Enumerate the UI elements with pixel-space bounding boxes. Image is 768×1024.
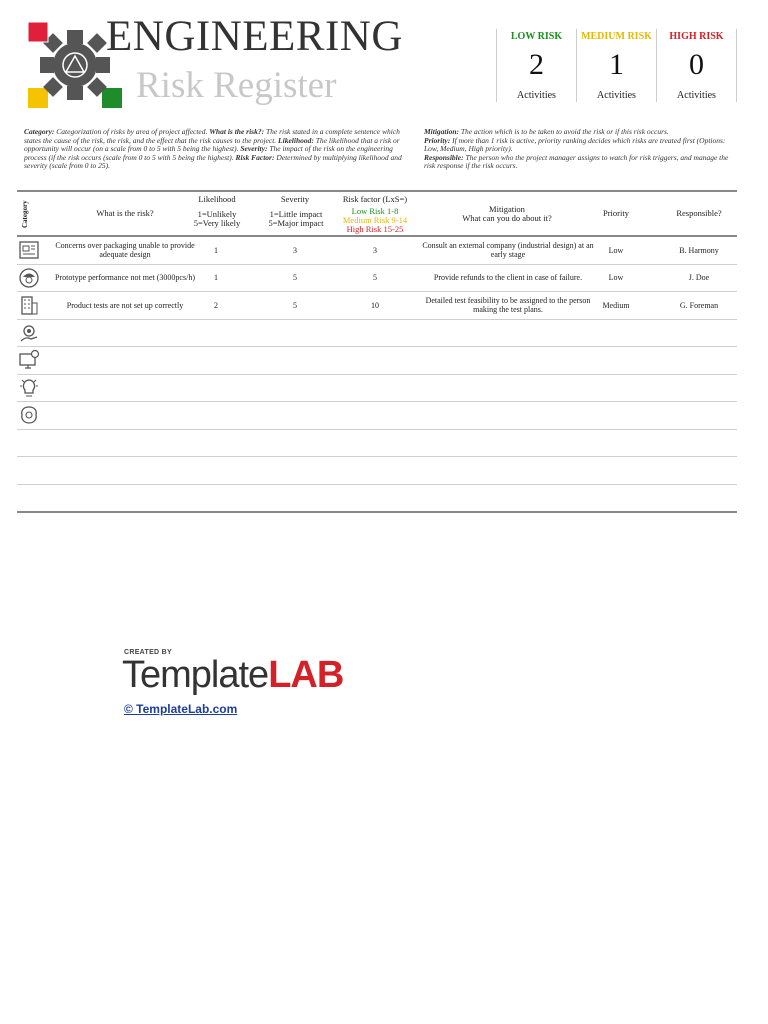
cell-risk[interactable] <box>45 347 205 374</box>
cell-responsible[interactable]: G. Foreman <box>679 300 719 310</box>
row-icon-cell <box>17 292 41 319</box>
cell-risk-factor <box>352 430 398 457</box>
cell-priority[interactable] <box>595 375 637 402</box>
cell-likelihood[interactable] <box>193 430 239 457</box>
text-category: Categorization of risks by area of project affected. <box>54 127 210 136</box>
row-icon-cell <box>17 375 41 402</box>
cell-priority[interactable] <box>595 485 637 512</box>
table-row <box>17 237 737 265</box>
cell-likelihood[interactable] <box>193 457 239 484</box>
cell-mitigation[interactable]: Provide refunds to the client in case of failure. <box>433 273 583 283</box>
table-row <box>17 320 737 348</box>
cell-priority[interactable]: Medium <box>602 300 630 310</box>
cell-risk-factor <box>352 402 398 429</box>
table-row <box>17 430 737 458</box>
cell-severity[interactable]: 5 <box>293 300 297 310</box>
header-category: Category <box>21 200 29 228</box>
cell-mitigation[interactable]: Detailed test feasibility to be assigned to the person making the test plans. <box>425 296 591 315</box>
term-mitigation: Mitigation: <box>424 127 460 136</box>
table-row <box>17 457 737 485</box>
text-what: The risk stated in a complete sentence which states the cause of the risk, the risk, and the effect that the risk causes to the project. <box>24 127 400 145</box>
blueprint-icon <box>18 239 40 261</box>
row-icon-cell <box>17 457 41 484</box>
summary-label: HIGH RISK <box>669 31 724 42</box>
cell-responsible[interactable] <box>663 402 735 429</box>
cell-risk[interactable]: Concerns over packaging unable to provide adequate design <box>55 241 195 260</box>
table-row <box>17 375 737 403</box>
cell-severity[interactable]: 3 <box>293 245 297 255</box>
header-factor-high: High Risk 15-25 <box>346 224 404 234</box>
summary-high-risk <box>657 29 737 102</box>
table-row <box>17 347 737 375</box>
cell-severity[interactable] <box>272 402 318 429</box>
description-right <box>424 128 740 171</box>
term-severity: Severity: <box>240 144 268 154</box>
page-subtitle: Risk Register <box>136 65 337 106</box>
row-icon-cell <box>17 347 41 374</box>
header-likelihood-1: 1=Unlikely <box>197 209 237 219</box>
cell-responsible[interactable] <box>663 430 735 457</box>
summary-unit: Activities <box>677 90 716 101</box>
row-icon-cell <box>17 430 41 457</box>
cell-risk[interactable]: Product tests are not set up correctly <box>66 300 184 310</box>
engineer-icon <box>18 267 40 289</box>
term-what: What is the risk?: <box>209 127 265 136</box>
gear-hand-icon <box>18 322 40 344</box>
cell-mitigation[interactable] <box>415 457 601 484</box>
risk-table <box>17 190 737 513</box>
cell-risk[interactable] <box>45 320 205 347</box>
row-icon-cell <box>17 402 41 429</box>
header-priority: Priority <box>603 208 629 218</box>
header-factor-low: Low Risk 1-8 <box>351 206 399 216</box>
cell-priority[interactable]: Low <box>608 273 624 283</box>
row-icon-cell <box>17 265 41 292</box>
brain-gear-icon <box>18 404 40 426</box>
cell-priority[interactable]: Low <box>608 245 624 255</box>
table-header <box>17 192 737 237</box>
header-severity: Severity <box>280 194 310 204</box>
cell-risk-factor <box>352 375 398 402</box>
cell-likelihood[interactable] <box>193 485 239 512</box>
cell-likelihood[interactable]: 1 <box>214 273 218 283</box>
page-title: ENGINEERING <box>106 13 403 60</box>
cell-severity[interactable] <box>272 457 318 484</box>
term-likelihood: Likelihood: <box>278 135 314 145</box>
cell-mitigation[interactable] <box>415 375 601 402</box>
summary-count: 1 <box>609 48 624 81</box>
cell-priority[interactable] <box>595 430 637 457</box>
cell-likelihood[interactable] <box>193 402 239 429</box>
cell-risk[interactable] <box>45 485 205 512</box>
brand-part-b: LAB <box>268 654 344 696</box>
cell-risk-factor <box>352 457 398 484</box>
text-mitigation: The action which is to be taken to avoid the risk or if this risk occurs. <box>459 127 669 136</box>
term-factor: Risk Factor: <box>235 152 275 162</box>
cell-likelihood[interactable] <box>193 320 239 347</box>
cell-risk[interactable]: Prototype performance not met (3000pcs/h) <box>55 273 195 283</box>
cell-responsible[interactable] <box>663 375 735 402</box>
summary-label: MEDIUM RISK <box>581 31 652 42</box>
text-responsible: The person who the project manager assigns to watch for risk triggers, and manage the risk response if the risk occurs. <box>424 152 729 171</box>
table-row <box>17 485 737 512</box>
row-icon-cell <box>17 320 41 347</box>
header-factor-medium: Medium Risk 9-14 <box>342 215 408 225</box>
summary-medium-risk <box>577 29 657 102</box>
lightbulb-icon <box>18 377 40 399</box>
cell-priority[interactable] <box>595 347 637 374</box>
term-responsible: Responsible: <box>424 152 464 162</box>
header-severity-1: 1=Little impact <box>269 209 323 219</box>
cell-severity[interactable] <box>272 375 318 402</box>
brand-part-a: Template <box>122 654 269 696</box>
cell-risk-factor <box>352 320 398 347</box>
cell-mitigation[interactable] <box>415 430 601 457</box>
cell-likelihood[interactable] <box>193 347 239 374</box>
table-row <box>17 402 737 430</box>
templatelab-link[interactable]: © TemplateLab.com <box>124 702 238 716</box>
summary-count: 2 <box>529 48 544 81</box>
cell-responsible[interactable] <box>663 457 735 484</box>
summary-unit: Activities <box>597 90 636 101</box>
cell-priority[interactable] <box>595 402 637 429</box>
cell-priority[interactable] <box>595 320 637 347</box>
header-severity-5: 5=Major impact <box>268 218 324 228</box>
description-left <box>24 128 412 171</box>
cell-risk-factor: 5 <box>373 273 377 283</box>
cell-mitigation[interactable] <box>415 347 601 374</box>
table-row <box>17 292 737 320</box>
term-category: Category: <box>24 127 55 136</box>
text-likelihood: The likelihood that a risk or opportunity will occur (on a scale from 0 to 5 with 5 being the highest). <box>24 135 400 154</box>
cell-risk-factor: 3 <box>373 245 377 255</box>
header-likelihood-5: 5=Very likely <box>193 218 241 228</box>
created-by-label: CREATED BY <box>124 649 172 656</box>
cell-likelihood[interactable] <box>193 375 239 402</box>
cell-risk[interactable] <box>45 402 205 429</box>
cell-responsible[interactable] <box>663 320 735 347</box>
summary-label: LOW RISK <box>510 31 563 42</box>
header-mitigation: Mitigation <box>489 204 525 214</box>
cell-risk[interactable] <box>45 430 205 457</box>
cell-severity[interactable] <box>272 430 318 457</box>
cell-severity[interactable]: 5 <box>293 273 297 283</box>
cell-mitigation[interactable] <box>415 320 601 347</box>
summary-unit: Activities <box>517 90 556 101</box>
term-priority: Priority: <box>424 135 451 145</box>
header-responsible: Responsible? <box>676 208 722 218</box>
templatelab-logo <box>122 654 343 697</box>
cell-severity[interactable] <box>272 320 318 347</box>
summary-low-risk <box>497 29 577 102</box>
table-row <box>17 265 737 293</box>
row-icon-cell <box>17 237 41 264</box>
header-risk: What is the risk? <box>96 208 154 218</box>
cell-risk[interactable] <box>45 375 205 402</box>
text-priority: If more than 1 risk is active, priority ranking decides which risks are treated first (Options: Low, Medium, High priority). <box>424 135 726 154</box>
header-factor: Risk factor (LxS=) <box>342 194 408 204</box>
cell-risk[interactable] <box>45 457 205 484</box>
cell-mitigation[interactable]: Consult an external company (industrial design) at an early stage <box>422 241 594 260</box>
cell-responsible[interactable] <box>663 347 735 374</box>
risk-summary <box>496 29 737 102</box>
text-factor: Determined by multiplying likelihood and severity (scale from 0 to 25). <box>24 152 402 171</box>
cell-likelihood[interactable]: 2 <box>214 300 218 310</box>
cell-risk-factor <box>352 347 398 374</box>
cell-severity[interactable] <box>272 347 318 374</box>
cell-responsible[interactable]: B. Harmony <box>679 245 719 255</box>
header-likelihood: Likelihood <box>198 194 236 204</box>
cell-mitigation[interactable] <box>415 402 601 429</box>
cell-mitigation[interactable] <box>415 485 601 512</box>
cell-severity[interactable] <box>272 485 318 512</box>
building-icon <box>18 294 40 316</box>
cell-responsible[interactable]: J. Doe <box>688 273 710 283</box>
monitor-gear-icon <box>18 349 40 371</box>
cell-risk-factor <box>352 485 398 512</box>
text-severity: The impact of the risk on the engineering process (if the risk occurs (scale from 0 to 5 with 5 being the highest). <box>24 144 393 162</box>
row-icon-cell <box>17 485 41 512</box>
cell-likelihood[interactable]: 1 <box>214 245 218 255</box>
cell-priority[interactable] <box>595 457 637 484</box>
cell-responsible[interactable] <box>663 485 735 512</box>
cell-risk-factor: 10 <box>371 300 379 310</box>
header-mitigation-sub: What can you do about it? <box>462 213 552 223</box>
summary-count: 0 <box>689 48 704 81</box>
